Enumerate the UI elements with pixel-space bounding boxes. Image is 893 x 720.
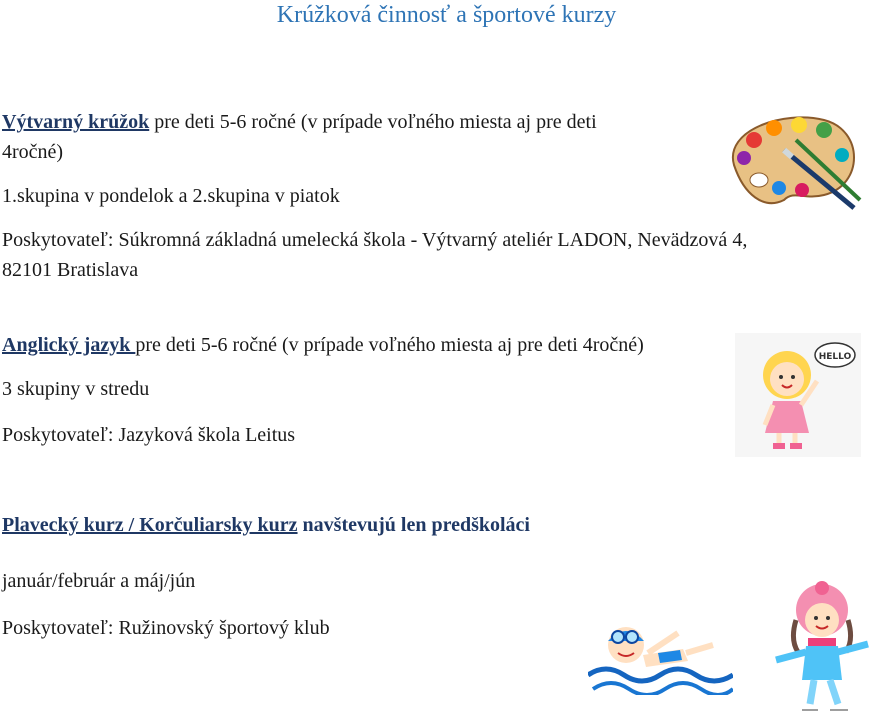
ice-skater-icon [770, 580, 878, 716]
swimmer-icon [588, 615, 733, 695]
hello-bubble-text: HELLO [818, 352, 852, 362]
art-heading-rest2: 4ročné) [2, 141, 64, 163]
page-title: Krúžková činnosť a športové kurzy [276, 2, 617, 28]
english-heading-rest: pre deti 5-6 ročné (v prípade voľného miesta aj pre deti 4ročné) [135, 334, 644, 356]
paint-palette-icon [724, 110, 862, 210]
english-heading-label: Anglický jazyk [2, 334, 136, 356]
sport-heading-rest: navštevujú len predškoláci [297, 514, 530, 536]
section-sport-heading [2, 510, 530, 540]
art-provider2: 82101 Bratislava [2, 259, 139, 281]
art-provider: Poskytovateľ: Súkromná základná umelecká škola - Výtvarný ateliér LADON, Nevädzová 4, [2, 229, 748, 251]
hello-girl-icon [735, 333, 861, 457]
section-art-heading [2, 107, 597, 137]
sport-schedule: január/február a máj/jún [2, 570, 196, 592]
section-english-heading [2, 330, 644, 360]
art-schedule: 1.skupina v pondelok a 2.skupina v piatok [2, 185, 340, 207]
english-schedule: 3 skupiny v stredu [2, 378, 150, 400]
art-heading-rest: pre deti 5-6 ročné (v prípade voľného miesta aj pre deti [149, 111, 597, 133]
art-heading-label: Výtvarný krúžok [2, 111, 150, 133]
sport-heading-label: Plavecký kurz / Korčuliarsky kurz [2, 514, 298, 536]
sport-provider: Poskytovateľ: Ružinovský športový klub [2, 617, 330, 639]
english-provider: Poskytovateľ: Jazyková škola Leitus [2, 424, 296, 446]
